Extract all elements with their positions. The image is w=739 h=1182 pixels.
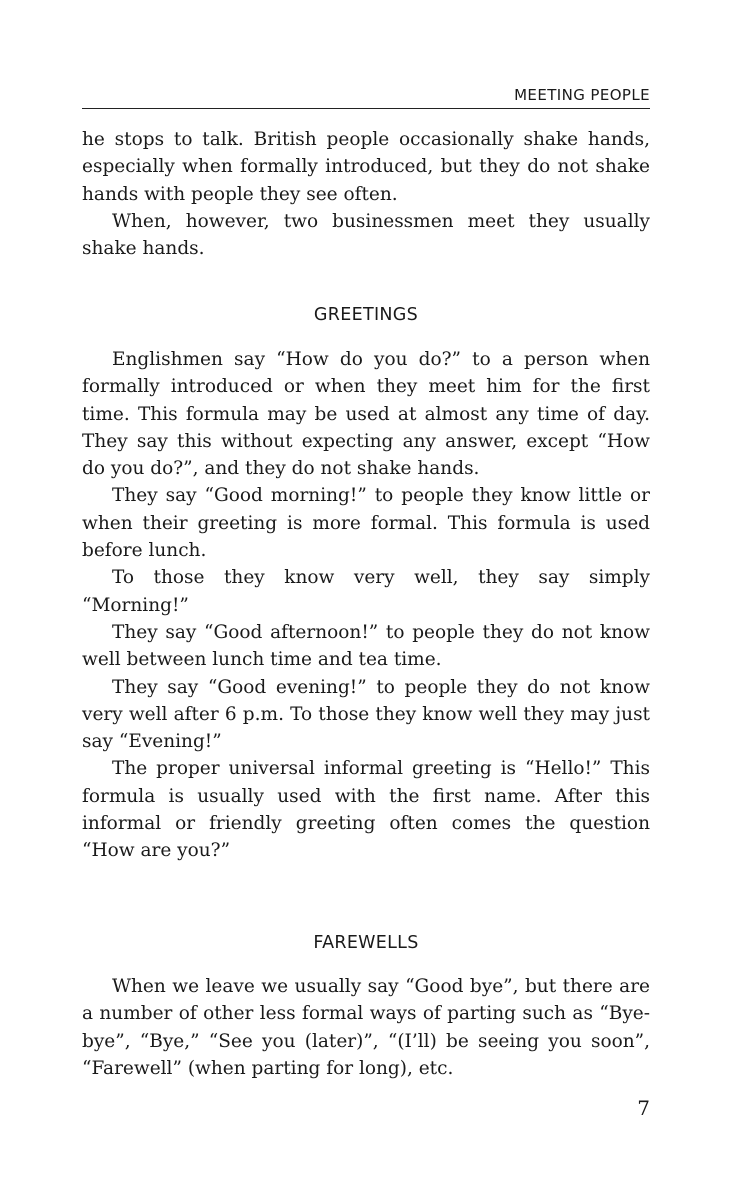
intro-paragraph: When, however, two businessmen meet they usually shake hands.	[82, 210, 650, 260]
greetings-paragraph: They say “Good morning!” to people they know little or when their greeting is more formal. This formula is used before lunch.	[82, 485, 650, 562]
intro-paragraph: he stops to talk. British people occasionally shake hands, especially when formally introduced, but they do not shake hands with people they see often.	[82, 129, 650, 205]
greetings-paragraph: The proper universal informal greeting is “Hello!” This formula is usually used with the first name. After this informal or friendly greeting often comes the question “How are you?”	[82, 758, 650, 862]
greetings-paragraph: They say “Good evening!” to people they do not know very well after 6 p.m. To those they know well they may just say “Evening!”	[82, 676, 650, 753]
greetings-text	[82, 346, 650, 865]
intro-text	[82, 126, 650, 262]
farewells-text	[82, 973, 650, 1082]
greetings-paragraph: To those they know very well, they say simply “Morning!”	[82, 567, 650, 616]
greetings-heading: GREETINGS	[313, 305, 419, 325]
running-head: MEETING PEOPLE	[514, 86, 650, 104]
greetings-paragraph: Englishmen say “How do you do?” to a person when formally introduced or when they meet him for the first time. This formula may be used at almost any time of day. They say this without expecting any answer, except “How do you do?”, and they do not shake hands.	[82, 349, 650, 480]
farewells-heading: FAREWELLS	[313, 933, 419, 953]
greetings-paragraph: They say “Good afternoon!” to people they do not know well between lunch time and tea time.	[82, 621, 650, 671]
farewells-paragraph: When we leave we usually say “Good bye”, but there are a number of other less formal ways of parting such as “Bye-bye”, “Bye,” “See you (later)”, “(I’ll) be seeing you soon”, “Farewell” (when parting for long), etc.	[82, 976, 650, 1079]
page-number: 7	[637, 1096, 650, 1120]
header-rule	[82, 108, 650, 109]
